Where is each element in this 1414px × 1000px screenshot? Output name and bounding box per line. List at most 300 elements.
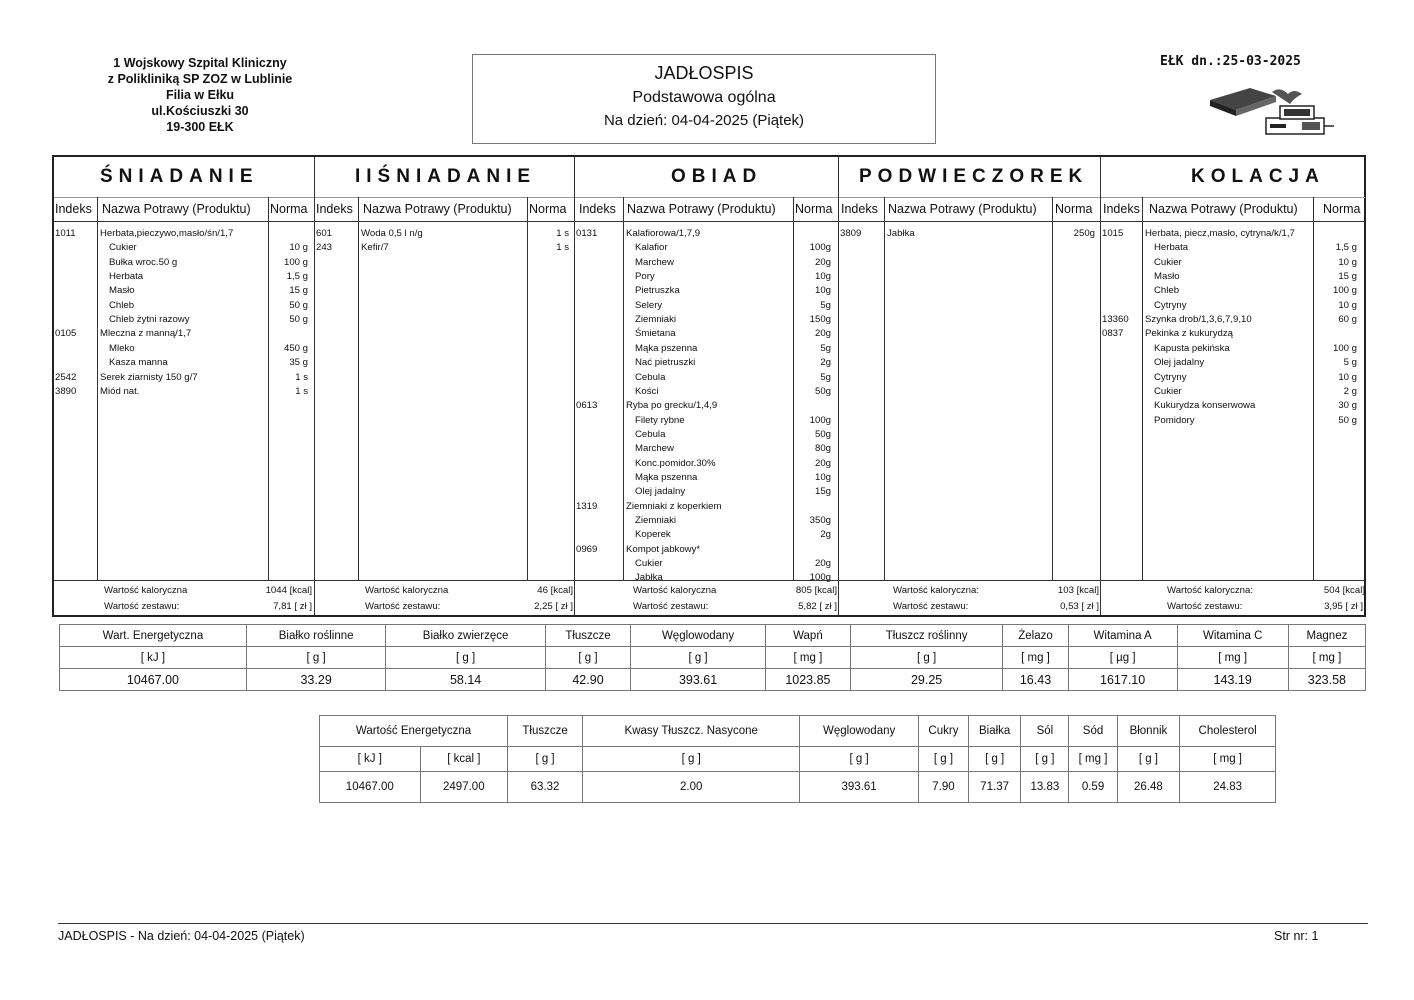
ingredient-name: Masło <box>1154 271 1180 283</box>
ingredient-name: Chleb żytni razowy <box>109 314 190 326</box>
col-norma: Norma <box>529 202 567 216</box>
ingredient-row <box>1101 414 1365 428</box>
item-quantity: 5g <box>820 299 831 311</box>
col-norma: Norma <box>795 202 833 216</box>
col-nazwa: Nazwa Potrawy (Produktu) <box>888 202 1037 216</box>
ingredient-row <box>54 284 314 298</box>
ingredient-name: Kalafior <box>635 242 668 254</box>
ingredient-row <box>575 514 839 528</box>
nutrient-unit: [ mg ] <box>765 647 850 669</box>
nutrient-header: Cholesterol <box>1180 716 1276 747</box>
ingredient-row <box>575 557 839 571</box>
nutrient-value: 42.90 <box>545 669 630 691</box>
item-index: 3809 <box>840 228 862 239</box>
nutrient-unit: [ mg ] <box>1177 647 1288 669</box>
ingredient-name: Marchew <box>635 443 674 455</box>
item-quantity: 1 s <box>556 228 569 239</box>
item-quantity: 50 g <box>1338 414 1357 426</box>
nutrient-unit: [ kJ ] <box>320 747 421 772</box>
nutrient-header: Tłuszcze <box>545 625 630 647</box>
dish-name: Ziemniaki z koperkiem <box>626 500 722 512</box>
item-quantity: 1 s <box>295 385 308 397</box>
item-quantity: 50g <box>814 428 831 440</box>
item-quantity: 20g <box>814 328 831 340</box>
ingredient-name: Cebula <box>635 428 666 440</box>
kcal-value: 103 [kcal] <box>1057 585 1099 596</box>
ingredient-row <box>575 356 839 370</box>
nutrition-unit-row <box>60 647 1366 669</box>
col-nazwa: Nazwa Potrawy (Produktu) <box>1149 202 1298 216</box>
item-quantity: 1,5 g <box>286 271 308 283</box>
ingredient-row <box>1101 342 1365 356</box>
nutrient-header: Cukry <box>918 716 968 747</box>
nutrient-unit: [ g ] <box>631 647 766 669</box>
nutrient-unit: [ mg ] <box>1288 647 1365 669</box>
cost-label: Wartość zestawu: <box>633 601 709 612</box>
kcal-label: Wartość kaloryczna <box>365 585 449 596</box>
nutrient-header: Magnez <box>1288 625 1365 647</box>
dish-row <box>839 227 1101 241</box>
item-quantity: 10 g <box>1338 299 1357 311</box>
meal-title: PODWIECZOREK <box>839 157 1101 198</box>
item-quantity: 20g <box>814 558 831 570</box>
dish-name: Kalafiorowa/1,7,9 <box>626 228 701 239</box>
ingredient-row <box>1101 284 1365 298</box>
nutrient-header: Wapń <box>765 625 850 647</box>
ingredient-name: Olej jadalny <box>1154 357 1205 369</box>
hospital-street: ul.Kościuszki 30 <box>151 104 249 118</box>
dish-row <box>1101 327 1365 341</box>
ingredient-name: Olej jadalny <box>635 486 686 498</box>
nutrient-value: 2.00 <box>583 772 800 803</box>
item-index: 1011 <box>55 228 76 239</box>
ingredient-row <box>575 371 839 385</box>
title-box <box>472 54 936 144</box>
ingredient-name: Herbata <box>109 271 144 283</box>
ingredient-name: Koperek <box>635 529 671 541</box>
cost-value: 3,95 [ zł ] <box>1324 601 1363 612</box>
nutrient-value: 58.14 <box>386 669 545 691</box>
nutrient-unit: [ g ] <box>386 647 545 669</box>
nutrient-value: 13.83 <box>1021 772 1069 803</box>
dish-name: Woda 0,5 l n/g <box>361 228 423 239</box>
dish-row <box>1101 313 1365 327</box>
ingredient-row <box>575 327 839 341</box>
menu-date: Na dzień: 04-04-2025 (Piątek) <box>603 112 805 129</box>
col-norma: Norma <box>1323 202 1361 216</box>
ingredient-row <box>1101 270 1365 284</box>
item-quantity: 50 g <box>289 314 308 326</box>
nutrient-value: 393.61 <box>631 669 766 691</box>
page-footer-title: JADŁOSPIS - Na dzień: 04-04-2025 (Piątek) <box>58 929 305 943</box>
col-nazwa: Nazwa Potrawy (Produktu) <box>627 202 776 216</box>
column-headers <box>315 197 575 222</box>
kcal-value: 1044 [kcal] <box>265 585 312 596</box>
nutrient-unit: [ mg ] <box>1069 747 1117 772</box>
ingredient-row <box>575 457 839 471</box>
nutrient-unit: [ µg ] <box>1068 647 1177 669</box>
ingredient-row <box>54 313 314 327</box>
ingredient-name: Cebula <box>635 371 666 383</box>
column-headers <box>839 197 1101 222</box>
ingredient-name: Nać pietruszki <box>635 357 696 369</box>
ingredient-name: Cytryny <box>1154 299 1187 311</box>
item-quantity: 20g <box>814 256 831 268</box>
item-quantity: 20g <box>814 457 831 469</box>
dish-row <box>54 327 314 341</box>
nutrient-value: 26.48 <box>1117 772 1180 803</box>
item-index: 601 <box>316 228 333 239</box>
item-quantity: 100g <box>809 242 831 254</box>
item-quantity: 1,5 g <box>1335 242 1357 254</box>
item-quantity: 30 g <box>1338 400 1357 412</box>
nutrient-header: Kwasy Tłuszcz. Nasycone <box>583 716 800 747</box>
nutrient-value: 63.32 <box>508 772 583 803</box>
nutrient-header: Węglowodany <box>631 625 766 647</box>
ingredient-name: Masło <box>109 285 135 297</box>
item-quantity: 350g <box>809 515 831 526</box>
meal-summary <box>54 580 314 616</box>
dish-name: Kompot jabkowy* <box>626 543 701 555</box>
cost-value: 7,81 [ zł ] <box>273 601 312 612</box>
item-quantity: 100 g <box>283 256 308 268</box>
ingredient-row <box>1101 299 1365 313</box>
item-quantity: 10g <box>814 471 831 483</box>
ingredient-row <box>575 414 839 428</box>
ingredient-row <box>54 241 314 255</box>
column-headers <box>575 197 839 222</box>
nutrition-header-row <box>320 716 1276 747</box>
nutrient-value: 33.29 <box>246 669 385 691</box>
nutrient-unit: [ g ] <box>1021 747 1069 772</box>
ingredient-row <box>575 385 839 399</box>
item-quantity: 1 s <box>556 242 569 254</box>
ingredient-name: Mleko <box>109 342 135 354</box>
item-quantity: 100g <box>809 572 831 584</box>
nutrient-value: 71.37 <box>969 772 1021 803</box>
item-quantity: 10 g <box>289 242 308 254</box>
kcal-label: Wartość kaloryczna <box>104 585 188 596</box>
hospital-city: 19-300 EŁK <box>166 120 234 134</box>
item-quantity: 5g <box>820 342 831 354</box>
ingredient-name: Śmietana <box>635 328 676 340</box>
nutrient-value: 143.19 <box>1177 669 1288 691</box>
item-quantity: 50g <box>814 385 831 397</box>
nutrient-header: Żelazo <box>1003 625 1068 647</box>
meal-afternoon-snack <box>838 157 1101 615</box>
meal-lunch <box>574 157 839 615</box>
nutrient-unit: [ mg ] <box>1180 747 1276 772</box>
col-indeks: Indeks <box>841 202 878 216</box>
dish-name: Mleczna z manną/1,7 <box>100 328 192 340</box>
nutrient-unit: [ g ] <box>800 747 918 772</box>
nutrient-value: 1617.10 <box>1068 669 1177 691</box>
nutrient-header: Białko roślinne <box>246 625 385 647</box>
nutrition-header-row <box>60 625 1366 647</box>
item-quantity: 15 g <box>1338 271 1357 283</box>
dish-row <box>575 227 839 241</box>
item-quantity: 250g <box>1073 228 1095 239</box>
hospital-branch: Filia w Ełku <box>165 88 235 102</box>
nutrient-value: 7.90 <box>918 772 968 803</box>
ingredient-row <box>575 428 839 442</box>
nutrient-unit: [ mg ] <box>1003 647 1068 669</box>
kcal-label: Wartość kaloryczna: <box>1167 585 1254 596</box>
kcal-label: Wartość kaloryczna: <box>893 585 980 596</box>
ingredient-name: Filety rybne <box>635 414 685 426</box>
col-norma: Norma <box>270 202 308 216</box>
ingredient-row <box>1101 256 1365 270</box>
item-quantity: 1 s <box>295 371 308 383</box>
hospital-name: 1 Wojskowy Szpital Kliniczny <box>113 56 287 70</box>
item-quantity: 10g <box>814 271 831 283</box>
item-index: 13360 <box>1102 314 1129 326</box>
column-headers <box>54 197 314 222</box>
dish-name: Herbata,pieczywo,masło/śn/1,7 <box>100 228 234 239</box>
nutrition-value-row <box>320 772 1276 803</box>
dish-name: Jabłka <box>887 228 915 239</box>
ingredient-name: Cytryny <box>1154 371 1187 383</box>
dish-row <box>54 227 314 241</box>
ingredient-row <box>1101 371 1365 385</box>
meal-title: KOLACJA <box>1101 157 1365 198</box>
ingredient-name: Pietruszka <box>635 285 680 297</box>
item-quantity: 5g <box>820 371 831 383</box>
meal-breakfast <box>54 157 314 615</box>
issue-date: EŁK dn.:25-03-2025 <box>1160 54 1301 69</box>
nutrient-unit: [ kJ ] <box>60 647 247 669</box>
ingredient-name: Jabłka <box>635 572 663 584</box>
ingredient-row <box>575 256 839 270</box>
ingredient-name: Ziemniaki <box>635 515 677 526</box>
col-norma: Norma <box>1055 202 1093 216</box>
item-index: 1015 <box>1102 228 1124 239</box>
nutrient-header: Wart. Energetyczna <box>60 625 247 647</box>
nutrient-header: Białka <box>969 716 1021 747</box>
item-index: 0613 <box>576 400 598 412</box>
page-number: Str nr: 1 <box>1274 929 1319 943</box>
item-quantity: 50 g <box>289 299 308 311</box>
ingredient-name: Mąka pszenna <box>635 342 698 354</box>
item-index: 0131 <box>576 228 598 239</box>
item-quantity: 450 g <box>283 342 308 354</box>
item-quantity: 100g <box>809 414 831 426</box>
meal-title: OBIAD <box>575 157 839 198</box>
item-quantity: 80g <box>814 443 831 455</box>
kcal-value: 805 [kcal] <box>795 585 837 596</box>
ingredient-name: Kasza manna <box>109 357 168 369</box>
dish-name: Szynka drob/1,3,6,7,9,10 <box>1145 314 1252 326</box>
ingredient-name: Marchew <box>635 256 674 268</box>
item-quantity: 15g <box>814 486 831 498</box>
ingredient-name: Mąka pszenna <box>635 471 698 483</box>
ingredient-row <box>575 313 839 327</box>
item-quantity: 10 g <box>1338 256 1357 268</box>
ingredient-row <box>575 270 839 284</box>
ingredient-name: Selery <box>635 299 663 311</box>
ingredient-name: Herbata <box>1154 242 1189 254</box>
item-index: 3890 <box>55 385 77 397</box>
item-quantity: 10g <box>814 285 831 297</box>
col-nazwa: Nazwa Potrawy (Produktu) <box>102 202 251 216</box>
ingredient-row <box>1101 399 1365 413</box>
ingredient-name: Pomidory <box>1154 414 1195 426</box>
col-indeks: Indeks <box>316 202 353 216</box>
item-quantity: 10 g <box>1338 371 1357 383</box>
ingredient-row <box>1101 241 1365 255</box>
cost-value: 0,53 [ zł ] <box>1060 601 1099 612</box>
ingredient-name: Chleb <box>1154 285 1180 297</box>
ingredient-row <box>575 284 839 298</box>
nutrition-value-row <box>60 669 1366 691</box>
item-index: 0837 <box>1102 328 1124 340</box>
ingredient-name: Konc.pomidor.30% <box>635 457 716 469</box>
item-index: 2542 <box>55 371 77 383</box>
nutrient-value: 0.59 <box>1069 772 1117 803</box>
book-computer-logo-icon <box>1206 82 1336 138</box>
ingredient-row <box>575 442 839 456</box>
item-quantity: 2g <box>820 529 831 541</box>
dish-name: Kefir/7 <box>361 242 389 254</box>
ingredient-name: Cukier <box>109 242 137 254</box>
meal-summary <box>575 580 839 616</box>
item-quantity: 100 g <box>1332 342 1357 354</box>
ingredient-name: Bułka wroc.50 g <box>109 256 178 268</box>
dish-row <box>315 241 575 255</box>
dish-name: Ryba po grecku/1,4,9 <box>626 400 718 412</box>
meal-dinner <box>1100 157 1365 615</box>
item-quantity: 60 g <box>1338 314 1357 326</box>
dish-row <box>575 399 839 413</box>
menu-table <box>52 155 1366 617</box>
ingredient-row <box>575 471 839 485</box>
item-quantity: 100 g <box>1332 285 1357 297</box>
dish-row <box>54 371 314 385</box>
nutrient-header: Tłuszcze <box>508 716 583 747</box>
nutrient-header: Błonnik <box>1117 716 1180 747</box>
dish-row <box>315 227 575 241</box>
cost-label: Wartość zestawu: <box>365 601 441 612</box>
meal-summary <box>1101 580 1365 616</box>
nutrient-unit: [ g ] <box>508 747 583 772</box>
nutrition-summary-table <box>59 624 1366 691</box>
nutrient-value: 24.83 <box>1180 772 1276 803</box>
nutrient-unit: [ g ] <box>246 647 385 669</box>
item-index: 1319 <box>576 500 598 512</box>
kcal-value: 504 [kcal] <box>1323 585 1365 596</box>
item-index: 0969 <box>576 543 598 555</box>
meal-second-breakfast <box>314 157 575 615</box>
energy-header: Wartość Energetyczna <box>320 716 508 747</box>
col-indeks: Indeks <box>55 202 92 216</box>
dish-row <box>575 543 839 557</box>
ingredient-name: Kości <box>635 385 659 397</box>
kcal-value: 46 [kcal] <box>537 585 573 596</box>
cost-value: 2,25 [ zł ] <box>534 601 573 612</box>
nutrient-header: Białko zwierzęce <box>386 625 545 647</box>
dish-name: Pekinka z kukurydzą <box>1145 328 1233 340</box>
ingredient-name: Cukier <box>635 558 663 570</box>
dish-name: Serek ziarnisty 150 g/7 <box>100 371 198 383</box>
item-quantity: 150g <box>809 314 831 326</box>
dish-name: Miód nat. <box>100 385 140 397</box>
ingredient-name: Chleb <box>109 299 135 311</box>
nutrient-value: 2497.00 <box>420 772 507 803</box>
nutrition-label-table <box>319 715 1276 803</box>
hospital-address <box>80 55 320 135</box>
meal-summary <box>839 580 1101 616</box>
nutrient-header: Tłuszcz roślinny <box>850 625 1002 647</box>
cost-label: Wartość zestawu: <box>893 601 969 612</box>
item-index: 243 <box>316 242 333 254</box>
nutrient-header: Witamina C <box>1177 625 1288 647</box>
diet-name: Podstawowa ogólna <box>632 89 776 106</box>
ingredient-row <box>575 485 839 499</box>
nutrient-value: 16.43 <box>1003 669 1068 691</box>
cost-label: Wartość zestawu: <box>1167 601 1243 612</box>
nutrient-header: Witamina A <box>1068 625 1177 647</box>
ingredient-row <box>54 342 314 356</box>
dish-row <box>575 500 839 514</box>
nutrient-unit: [ kcal ] <box>420 747 507 772</box>
nutrient-header: Sól <box>1021 716 1069 747</box>
nutrient-value: 323.58 <box>1288 669 1365 691</box>
nutrient-unit: [ g ] <box>918 747 968 772</box>
ingredient-name: Ziemniaki <box>635 314 677 326</box>
nutrient-unit: [ g ] <box>850 647 1002 669</box>
nutrition-unit-row <box>320 747 1276 772</box>
ingredient-row <box>1101 385 1365 399</box>
col-indeks: Indeks <box>579 202 616 216</box>
kcal-label: Wartość kaloryczna <box>633 585 717 596</box>
item-quantity: 35 g <box>289 357 308 369</box>
nutrient-value: 1023.85 <box>765 669 850 691</box>
item-index: 0105 <box>55 328 77 340</box>
ingredient-row <box>575 528 839 542</box>
item-quantity: 5 g <box>1343 357 1357 369</box>
nutrient-header: Węglowodany <box>800 716 918 747</box>
hospital-parent: z Polikliniką SP ZOZ w Lublinie <box>107 72 293 86</box>
ingredient-name: Cukier <box>1154 385 1182 397</box>
ingredient-row <box>54 256 314 270</box>
ingredient-row <box>575 299 839 313</box>
footer-divider <box>58 923 1368 924</box>
ingredient-row <box>575 342 839 356</box>
ingredient-name: Cukier <box>1154 256 1182 268</box>
ingredient-row <box>575 241 839 255</box>
nutrient-unit: [ g ] <box>969 747 1021 772</box>
ingredient-row <box>54 270 314 284</box>
item-quantity: 15 g <box>289 285 308 297</box>
nutrient-unit: [ g ] <box>583 747 800 772</box>
item-quantity: 2 g <box>1343 385 1357 397</box>
ingredient-row <box>54 356 314 370</box>
ingredient-name: Pory <box>635 271 655 283</box>
meal-title: ŚNIADANIE <box>54 157 314 198</box>
nutrient-unit: [ g ] <box>1117 747 1180 772</box>
page-title: JADŁOSPIS <box>654 63 754 83</box>
nutrient-value: 10467.00 <box>320 772 421 803</box>
ingredient-name: Kapusta pekińska <box>1154 342 1230 354</box>
ingredient-row <box>1101 356 1365 370</box>
cost-value: 5,82 [ zł ] <box>798 601 837 612</box>
meal-summary <box>315 580 575 616</box>
nutrient-value: 29.25 <box>850 669 1002 691</box>
ingredient-name: Kukurydza konserwowa <box>1154 400 1256 412</box>
nutrient-value: 393.61 <box>800 772 918 803</box>
item-quantity: 2g <box>820 357 831 369</box>
dish-row <box>1101 227 1365 241</box>
